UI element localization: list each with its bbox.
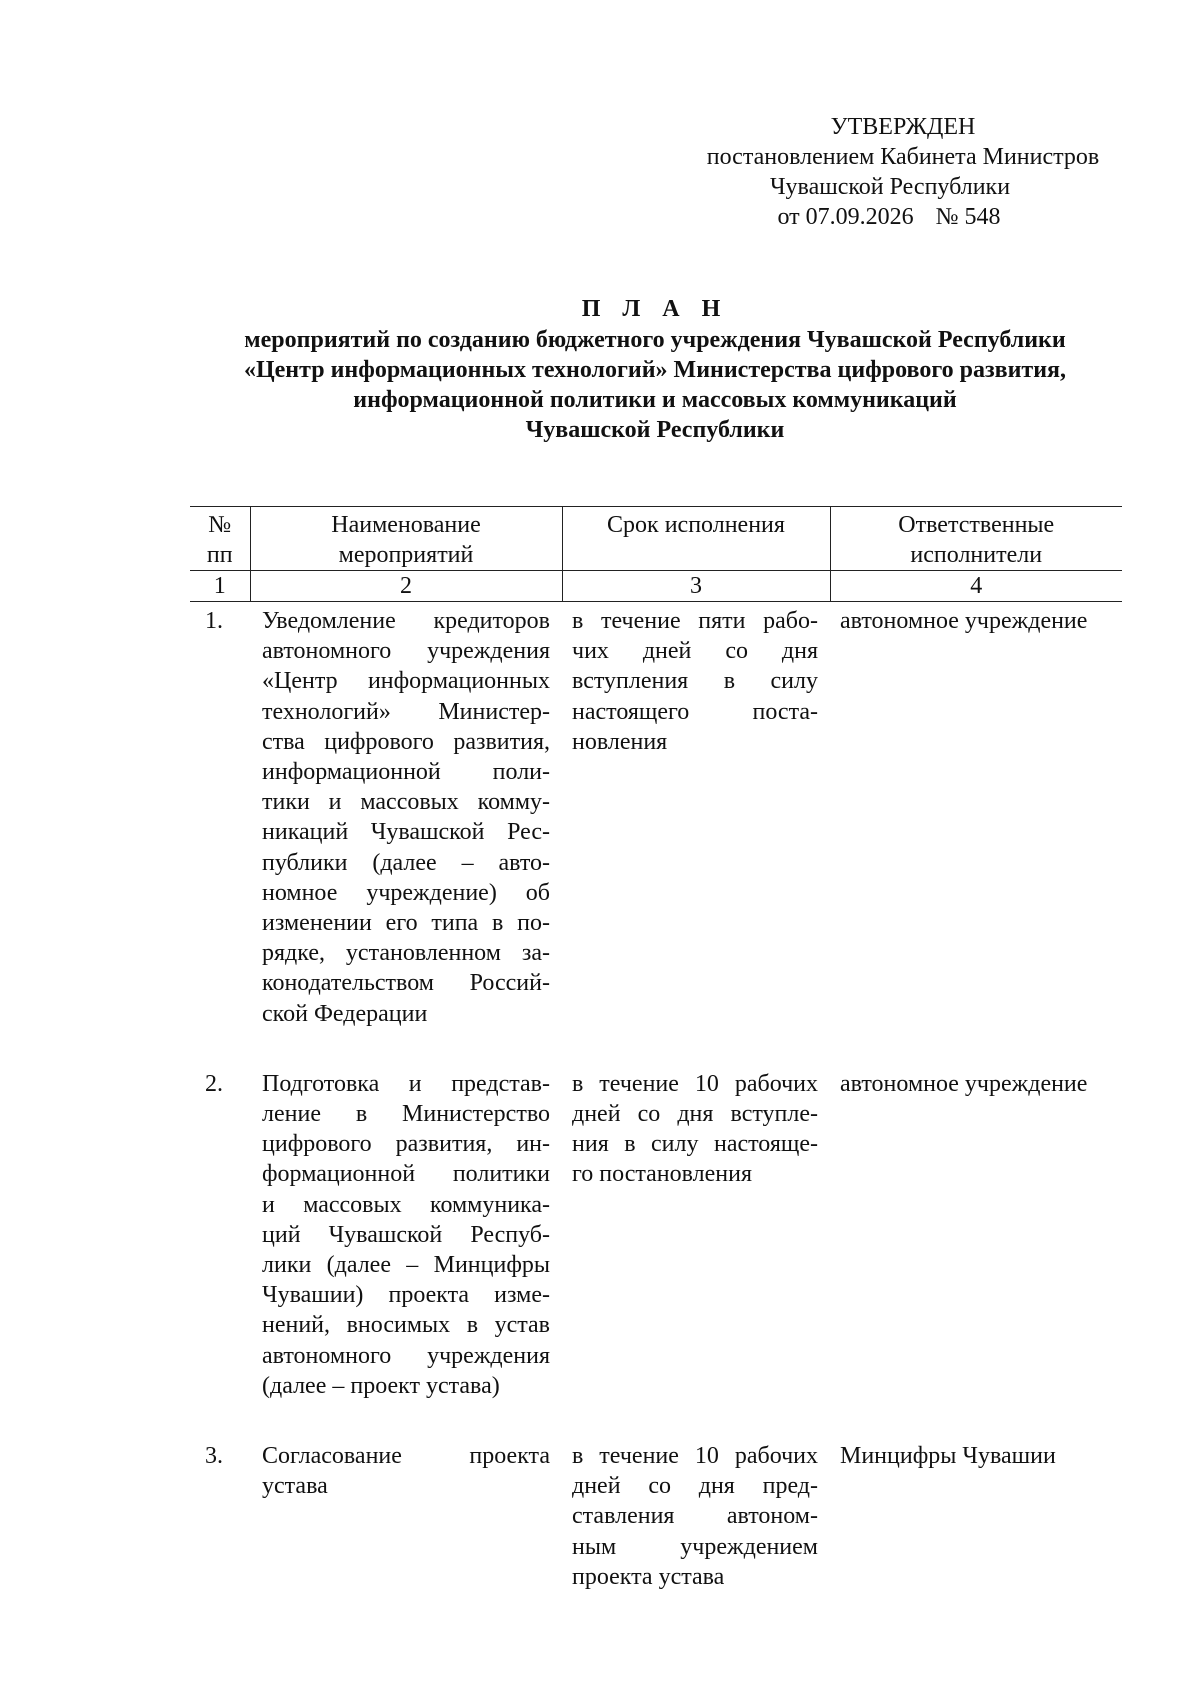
row-spacer [190,1401,1122,1437]
table-header-row [190,507,1122,571]
approval-resolution: постановлением Кабинета Министров [706,144,1100,170]
row-activity [250,602,562,1029]
activity-line: и массовых коммуника- [262,1191,550,1218]
column-number: 2 [250,571,562,602]
activity-line: Чувашии) проекта изме- [262,1282,550,1309]
row-responsible: Минцифры Чувашии [840,1443,1056,1470]
column-number-row [190,571,1122,602]
row-number: 3. [205,1443,223,1470]
header-term: Срок исполнения [562,507,830,571]
row-activity [250,1065,562,1401]
table-body [190,602,1122,1593]
activity-line: (далее – проект устава) [262,1372,500,1399]
approval-title: УТВЕРЖДЕН [830,114,976,140]
term-line: дней со дня вступле- [572,1101,818,1128]
activity-line: тики и массовых комму- [262,789,550,816]
table-row [190,1437,1122,1592]
activity-line: публики (далее – авто- [262,849,550,876]
term-line: настоящего поста- [572,698,818,725]
title-line: Чувашской Республики [525,417,785,443]
activity-line: формационной политики [262,1161,550,1188]
term-line: ным учреждением [572,1533,818,1560]
term-line: чих дней со дня [572,638,818,665]
approval-number: № 548 [935,204,1001,230]
header-resp: Ответственные исполнители [830,507,1122,571]
activity-line: ление в Министерство [262,1101,550,1128]
activity-line: Уведомление кредиторов [262,608,550,634]
column-number: 4 [830,571,1122,602]
activity-line: информационной поли- [262,759,550,786]
document-title [190,294,1120,445]
row-responsible: автономное учреждение [840,1070,1088,1097]
approval-stamp [683,112,1123,232]
row-term [562,602,830,1029]
activity-line: конодательством Россий- [262,970,550,997]
activity-line: Подготовка и представ- [262,1070,550,1097]
activity-line: ства цифрового развития, [262,728,550,755]
table-row [190,602,1122,1029]
plan-table [190,506,1122,1592]
term-line: новления [572,728,668,755]
activity-line: цифрового развития, ин- [262,1131,550,1158]
term-line: го постановления [572,1161,752,1188]
activity-line: автономного учреждения [262,1342,550,1369]
activity-line: нений, вносимых в устав [262,1312,550,1339]
activity-line: лики (далее – Минцифры [262,1252,550,1279]
row-number: 1. [205,608,223,634]
activity-line: никаций Чувашской Рес- [262,819,550,846]
title-line: «Центр информационных технологий» Министерства цифрового развития, [243,357,1067,383]
plan-heading: П Л А Н [581,296,729,322]
activity-line: ций Чувашской Респуб- [262,1221,550,1248]
approval-date-number [683,202,1123,232]
term-line: ставления автоном- [572,1503,818,1530]
row-term [562,1065,830,1401]
activity-line: номное учреждение) об [262,879,550,906]
term-line: вступления в силу [572,668,818,695]
approval-date: от 07.09.2026 [777,204,914,230]
header-num: № пп [190,507,250,571]
activity-line: изменении его типа в по- [262,910,550,937]
activity-line: автономного учреждения [262,638,550,665]
column-number: 3 [562,571,830,602]
title-line: информационной политики и массовых коммуникаций [353,387,957,413]
header-name: Наименование мероприятий [250,507,562,571]
approval-republic: Чувашской Республики [769,174,1011,200]
activity-line: ской Федерации [262,1000,428,1027]
activity-line: рядке, установленном за- [262,940,550,967]
activity-line: устава [262,1473,328,1500]
row-number: 2. [205,1070,223,1097]
term-line: в течение 10 рабочих [572,1070,818,1097]
row-activity [250,1437,562,1592]
row-spacer [190,1029,1122,1065]
row-responsible: автономное учреждение [840,608,1088,634]
title-line: мероприятий по созданию бюджетного учреждения Чувашской Республики [244,327,1066,353]
term-line: дней со дня пред- [572,1473,818,1500]
row-term [562,1437,830,1592]
term-line: ния в силу настояще- [572,1131,818,1158]
activity-line: «Центр информационных [262,668,550,695]
column-number: 1 [190,571,250,602]
table-row [190,1065,1122,1401]
term-line: проекта устава [572,1563,725,1590]
term-line: в течение 10 рабочих [572,1443,818,1470]
term-line: в течение пяти рабо- [572,608,818,634]
activity-line: технологий» Министер- [262,698,550,725]
activity-line: Согласование проекта [262,1443,550,1470]
